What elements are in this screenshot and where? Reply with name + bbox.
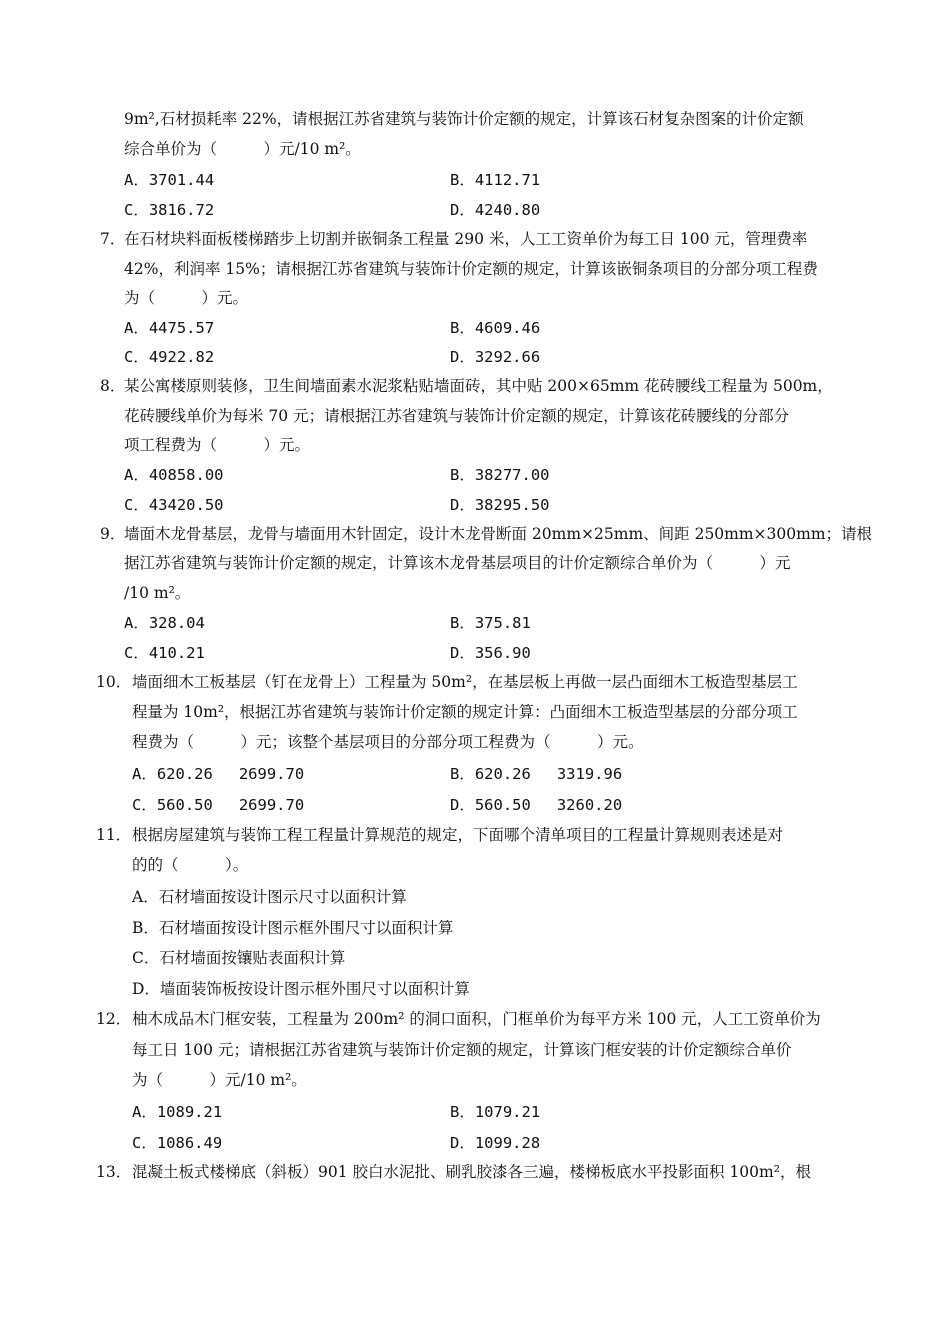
q10-option-c-value2: 2699.70 (238, 796, 305, 814)
q11-option-a: A．石材墙面按设计图示尺寸以面积计算 (132, 888, 407, 906)
q8-text-line2: 花砖腰线单价为每米 70 元；请根据江苏省建筑与装饰计价定额的规定，计算该花砖腰线的分部分 (124, 407, 790, 425)
q9-number: 9． (100, 525, 126, 543)
q9-option-a: A．328.04 (124, 614, 205, 632)
q12-text-line2: 每工日 100 元；请根据江苏省建筑与装饰计价定额的规定，计算该门框安装的计价定额综合单价 (132, 1041, 792, 1059)
q9-text-line1: 墙面木龙骨基层，龙骨与墙面用木针固定，设计木龙骨断面 20mm×25mm、间距 250mm×300mm；请根 (124, 525, 873, 543)
q10-option-b-value2: 3319.96 (556, 765, 623, 783)
q11-text-line2: 的的（ ）。 (132, 856, 249, 874)
q8-option-c: C．43420.50 (124, 496, 224, 514)
q10-number: 10． (96, 673, 132, 691)
q6-option-b: B．4112.71 (450, 171, 541, 189)
q7-text-line3: 为（ ）元。 (124, 289, 249, 307)
q10-text-line2: 程量为 10m²，根据江苏省建筑与装饰计价定额的规定计算：凸面细木工板造型基层的分部分项工 (132, 703, 798, 721)
q7-text-line2: 42%，利润率 15%；请根据江苏省建筑与装饰计价定额的规定，计算该嵌铜条项目的分部分项工程费 (124, 260, 818, 278)
q11-option-b: B．石材墙面按设计图示框外围尺寸以面积计算 (132, 919, 454, 937)
q8-text-line1: 某公寓楼原则装修，卫生间墙面素水泥浆粘贴墙面砖，其中贴 200×65mm 花砖腰线工程量为 500m， (124, 377, 833, 395)
q9-option-b: B．375.81 (450, 614, 531, 632)
q13-number: 13． (96, 1163, 132, 1181)
q10-option-b-value1: B．620.26 (450, 765, 531, 783)
q10-option-c-value1: C．560.50 (132, 796, 213, 814)
q7-option-d: D．3292.66 (450, 348, 541, 366)
q10-option-b (450, 762, 622, 784)
q10-option-d-value2: 3260.20 (556, 796, 623, 814)
q7-text-line1: 在石材块料面板楼梯踏步上切割并嵌铜条工程量 290 米，人工工资单价为每工日 100 元，管理费率 (124, 230, 808, 248)
q6-option-a: A．3701.44 (124, 171, 215, 189)
q12-text-line3: 为（ ）元/10 m²。 (132, 1071, 307, 1089)
q10-text-line3: 程费为（ ）元；该整个基层项目的分部分项工程费为（ ）元。 (132, 733, 644, 751)
q10-option-d-value1: D．560.50 (450, 796, 531, 814)
q11-number: 11． (96, 826, 132, 844)
q11-option-c: C．石材墙面按镶贴表面积计算 (132, 949, 346, 967)
q11-option-d: D．墙面装饰板按设计图示框外围尺寸以面积计算 (132, 980, 470, 998)
q6-text-line1: 9m²,石材损耗率 22%，请根据江苏省建筑与装饰计价定额的规定，计算该石材复杂图案的计价定额 (124, 110, 804, 128)
q12-text-line1: 柚木成品木门框安装，工程量为 200m² 的洞口面积，门框单价为每平方米 100 元，人工工资单价为 (132, 1010, 821, 1028)
q12-option-b: B．1079.21 (450, 1103, 541, 1121)
q12-number: 12． (96, 1010, 132, 1028)
q8-text-line3: 项工程费为（ ）元。 (124, 436, 311, 454)
q8-option-a: A．40858.00 (124, 466, 224, 484)
q11-text-line1: 根据房屋建筑与装饰工程工程量计算规范的规定，下面哪个清单项目的工程量计算规则表述是对 (132, 826, 784, 844)
q12-option-c: C．1086.49 (132, 1134, 223, 1152)
q10-option-d (450, 793, 622, 815)
q10-text-line1: 墙面细木工板基层（钉在龙骨上）工程量为 50m²，在基层板上再做一层凸面细木工板造型基层工 (132, 673, 798, 691)
q10-option-a-value1: A．620.26 (132, 765, 213, 783)
q12-option-a: A．1089.21 (132, 1103, 223, 1121)
q12-option-d: D．1099.28 (450, 1134, 541, 1152)
q7-option-a: A．4475.57 (124, 319, 215, 337)
q10-option-a-value2: 2699.70 (238, 765, 305, 783)
q7-number: 7． (100, 230, 126, 248)
q9-option-c: C．410.21 (124, 644, 205, 662)
q6-option-c: C．3816.72 (124, 201, 215, 219)
q9-option-d: D．356.90 (450, 644, 531, 662)
q9-text-line2: 据江苏省建筑与装饰计价定额的规定，计算该木龙骨基层项目的计价定额综合单价为（ ）元 (124, 554, 791, 572)
q7-option-c: C．4922.82 (124, 348, 215, 366)
q13-text-line1: 混凝土板式楼梯底（斜板）901 胶白水泥批、刷乳胶漆各三遍，楼梯板底水平投影面积 100m²，根 (132, 1163, 811, 1181)
q9-text-line3: /10 m²。 (124, 584, 191, 602)
q6-option-d: D．4240.80 (450, 201, 541, 219)
q10-option-c (132, 793, 304, 815)
q8-option-b: B．38277.00 (450, 466, 550, 484)
q8-option-d: D．38295.50 (450, 496, 550, 514)
q8-number: 8． (100, 377, 126, 395)
q7-option-b: B．4609.46 (450, 319, 541, 337)
q6-text-line2: 综合单价为（ ）元/10 m²。 (124, 140, 361, 158)
q10-option-a (132, 762, 304, 784)
